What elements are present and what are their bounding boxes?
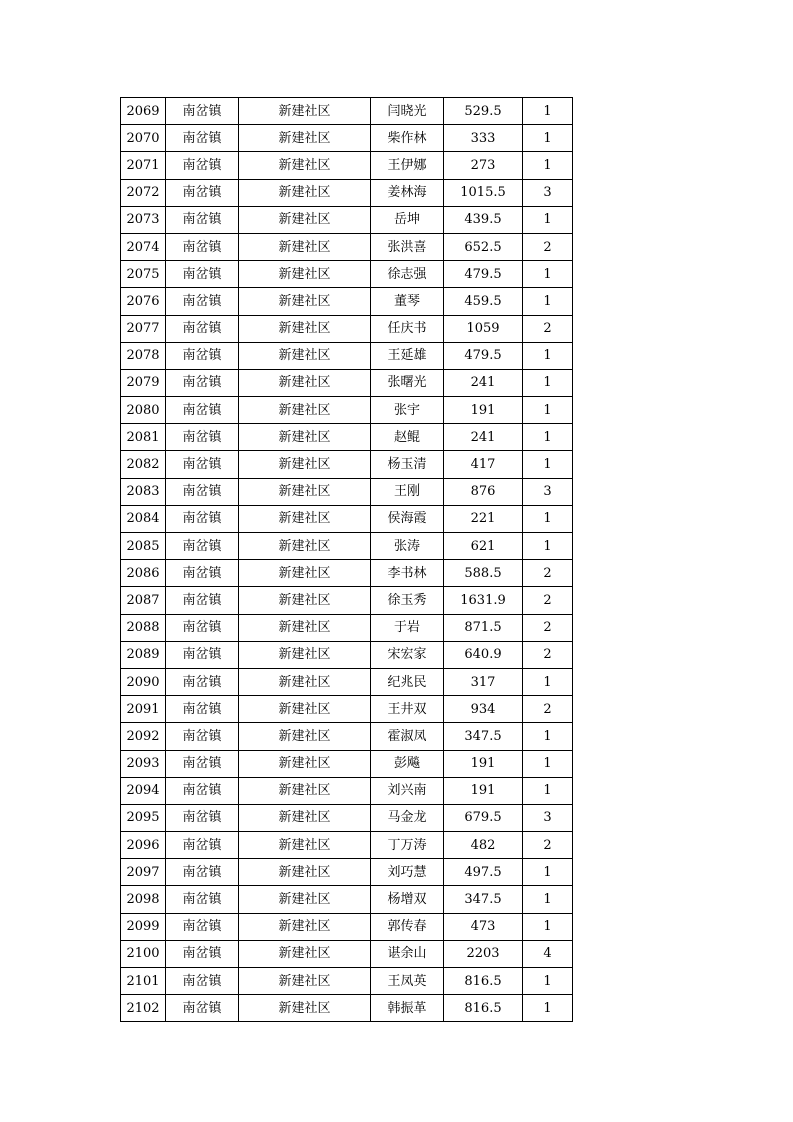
cell-amount: 1059	[444, 315, 523, 342]
cell-name: 杨增双	[371, 886, 444, 913]
cell-amount: 640.9	[444, 641, 523, 668]
cell-id: 2083	[121, 478, 166, 505]
cell-amount: 816.5	[444, 995, 523, 1022]
cell-amount: 347.5	[444, 886, 523, 913]
cell-count: 1	[523, 750, 573, 777]
cell-community: 新建社区	[239, 424, 371, 451]
cell-amount: 191	[444, 397, 523, 424]
cell-name: 彭飚	[371, 750, 444, 777]
cell-amount: 191	[444, 750, 523, 777]
cell-name: 徐志强	[371, 261, 444, 288]
cell-name: 王井双	[371, 696, 444, 723]
cell-community: 新建社区	[239, 832, 371, 859]
table-row	[121, 152, 573, 179]
cell-count: 3	[523, 179, 573, 206]
table-row	[121, 614, 573, 641]
cell-count: 2	[523, 560, 573, 587]
cell-id: 2101	[121, 968, 166, 995]
cell-amount: 273	[444, 152, 523, 179]
cell-town: 南岔镇	[166, 125, 239, 152]
cell-name: 丁万涛	[371, 832, 444, 859]
cell-id: 2076	[121, 288, 166, 315]
cell-id: 2091	[121, 696, 166, 723]
cell-community: 新建社区	[239, 940, 371, 967]
cell-amount: 529.5	[444, 98, 523, 125]
cell-id: 2099	[121, 913, 166, 940]
cell-community: 新建社区	[239, 342, 371, 369]
table-row	[121, 940, 573, 967]
cell-id: 2086	[121, 560, 166, 587]
cell-count: 3	[523, 804, 573, 831]
cell-count: 2	[523, 614, 573, 641]
cell-name: 闫晓光	[371, 98, 444, 125]
table-row	[121, 641, 573, 668]
cell-community: 新建社区	[239, 913, 371, 940]
cell-name: 李书林	[371, 560, 444, 587]
cell-count: 1	[523, 913, 573, 940]
table-row	[121, 832, 573, 859]
cell-community: 新建社区	[239, 560, 371, 587]
cell-town: 南岔镇	[166, 451, 239, 478]
cell-amount: 1015.5	[444, 179, 523, 206]
cell-community: 新建社区	[239, 723, 371, 750]
cell-name: 董琴	[371, 288, 444, 315]
table-row	[121, 125, 573, 152]
cell-town: 南岔镇	[166, 804, 239, 831]
cell-amount: 876	[444, 478, 523, 505]
cell-id: 2097	[121, 859, 166, 886]
cell-id: 2073	[121, 206, 166, 233]
cell-count: 1	[523, 723, 573, 750]
cell-id: 2094	[121, 777, 166, 804]
cell-amount: 871.5	[444, 614, 523, 641]
cell-town: 南岔镇	[166, 614, 239, 641]
table-row	[121, 750, 573, 777]
cell-name: 王伊娜	[371, 152, 444, 179]
cell-count: 2	[523, 832, 573, 859]
cell-name: 徐玉秀	[371, 587, 444, 614]
cell-town: 南岔镇	[166, 723, 239, 750]
cell-name: 韩振革	[371, 995, 444, 1022]
cell-count: 2	[523, 696, 573, 723]
table-row	[121, 668, 573, 695]
cell-count: 1	[523, 152, 573, 179]
cell-count: 1	[523, 533, 573, 560]
cell-community: 新建社区	[239, 125, 371, 152]
cell-id: 2078	[121, 342, 166, 369]
cell-id: 2096	[121, 832, 166, 859]
cell-count: 2	[523, 641, 573, 668]
cell-community: 新建社区	[239, 505, 371, 532]
table-row	[121, 451, 573, 478]
cell-count: 1	[523, 995, 573, 1022]
cell-name: 刘兴南	[371, 777, 444, 804]
cell-town: 南岔镇	[166, 505, 239, 532]
cell-count: 1	[523, 859, 573, 886]
cell-community: 新建社区	[239, 98, 371, 125]
cell-community: 新建社区	[239, 478, 371, 505]
cell-id: 2071	[121, 152, 166, 179]
cell-count: 1	[523, 505, 573, 532]
table-row	[121, 913, 573, 940]
cell-town: 南岔镇	[166, 886, 239, 913]
table-row	[121, 560, 573, 587]
cell-community: 新建社区	[239, 804, 371, 831]
cell-amount: 439.5	[444, 206, 523, 233]
cell-community: 新建社区	[239, 206, 371, 233]
data-table	[120, 97, 573, 1022]
cell-count: 2	[523, 315, 573, 342]
cell-count: 4	[523, 940, 573, 967]
cell-town: 南岔镇	[166, 98, 239, 125]
cell-count: 1	[523, 206, 573, 233]
table-row	[121, 968, 573, 995]
table-row	[121, 288, 573, 315]
cell-town: 南岔镇	[166, 696, 239, 723]
table-row	[121, 478, 573, 505]
cell-community: 新建社区	[239, 995, 371, 1022]
table-row	[121, 369, 573, 396]
table-row	[121, 859, 573, 886]
cell-town: 南岔镇	[166, 859, 239, 886]
cell-count: 1	[523, 668, 573, 695]
cell-amount: 459.5	[444, 288, 523, 315]
cell-community: 新建社区	[239, 533, 371, 560]
cell-amount: 652.5	[444, 233, 523, 260]
table-row	[121, 179, 573, 206]
cell-amount: 479.5	[444, 342, 523, 369]
cell-amount: 588.5	[444, 560, 523, 587]
cell-name: 赵鲲	[371, 424, 444, 451]
cell-id: 2102	[121, 995, 166, 1022]
cell-amount: 221	[444, 505, 523, 532]
cell-id: 2087	[121, 587, 166, 614]
cell-amount: 816.5	[444, 968, 523, 995]
cell-town: 南岔镇	[166, 750, 239, 777]
cell-id: 2082	[121, 451, 166, 478]
cell-count: 1	[523, 886, 573, 913]
table-row	[121, 261, 573, 288]
cell-town: 南岔镇	[166, 832, 239, 859]
table-body	[121, 98, 573, 1022]
cell-town: 南岔镇	[166, 233, 239, 260]
cell-town: 南岔镇	[166, 913, 239, 940]
cell-count: 1	[523, 968, 573, 995]
cell-id: 2088	[121, 614, 166, 641]
cell-name: 霍淑凤	[371, 723, 444, 750]
cell-community: 新建社区	[239, 668, 371, 695]
cell-amount: 1631.9	[444, 587, 523, 614]
cell-id: 2093	[121, 750, 166, 777]
cell-amount: 317	[444, 668, 523, 695]
cell-count: 2	[523, 587, 573, 614]
cell-name: 任庆书	[371, 315, 444, 342]
table-row	[121, 315, 573, 342]
cell-name: 王刚	[371, 478, 444, 505]
cell-count: 1	[523, 397, 573, 424]
cell-name: 张涛	[371, 533, 444, 560]
cell-count: 1	[523, 261, 573, 288]
cell-name: 刘巧慧	[371, 859, 444, 886]
cell-id: 2069	[121, 98, 166, 125]
cell-amount: 241	[444, 424, 523, 451]
cell-amount: 497.5	[444, 859, 523, 886]
cell-town: 南岔镇	[166, 968, 239, 995]
cell-town: 南岔镇	[166, 424, 239, 451]
table-row	[121, 804, 573, 831]
table-row	[121, 723, 573, 750]
cell-name: 王凤英	[371, 968, 444, 995]
cell-amount: 621	[444, 533, 523, 560]
cell-community: 新建社区	[239, 750, 371, 777]
table-row	[121, 533, 573, 560]
table-row	[121, 995, 573, 1022]
cell-id: 2084	[121, 505, 166, 532]
cell-count: 1	[523, 98, 573, 125]
cell-name: 宋宏家	[371, 641, 444, 668]
cell-town: 南岔镇	[166, 587, 239, 614]
cell-id: 2079	[121, 369, 166, 396]
cell-community: 新建社区	[239, 261, 371, 288]
cell-id: 2092	[121, 723, 166, 750]
cell-name: 张洪喜	[371, 233, 444, 260]
cell-id: 2075	[121, 261, 166, 288]
table-row	[121, 397, 573, 424]
cell-town: 南岔镇	[166, 560, 239, 587]
cell-id: 2098	[121, 886, 166, 913]
cell-town: 南岔镇	[166, 668, 239, 695]
cell-id: 2072	[121, 179, 166, 206]
cell-count: 2	[523, 233, 573, 260]
cell-name: 于岩	[371, 614, 444, 641]
cell-count: 1	[523, 777, 573, 804]
cell-town: 南岔镇	[166, 152, 239, 179]
cell-community: 新建社区	[239, 614, 371, 641]
cell-name: 侯海霞	[371, 505, 444, 532]
cell-name: 杨玉清	[371, 451, 444, 478]
cell-amount: 679.5	[444, 804, 523, 831]
cell-town: 南岔镇	[166, 261, 239, 288]
cell-amount: 417	[444, 451, 523, 478]
cell-amount: 333	[444, 125, 523, 152]
cell-amount: 479.5	[444, 261, 523, 288]
cell-name: 郭传春	[371, 913, 444, 940]
cell-community: 新建社区	[239, 369, 371, 396]
cell-count: 1	[523, 288, 573, 315]
cell-name: 张宇	[371, 397, 444, 424]
table-row	[121, 505, 573, 532]
cell-id: 2089	[121, 641, 166, 668]
cell-community: 新建社区	[239, 777, 371, 804]
cell-community: 新建社区	[239, 179, 371, 206]
cell-amount: 2203	[444, 940, 523, 967]
table-row	[121, 886, 573, 913]
cell-amount: 347.5	[444, 723, 523, 750]
cell-count: 1	[523, 369, 573, 396]
cell-town: 南岔镇	[166, 478, 239, 505]
cell-name: 王延雄	[371, 342, 444, 369]
cell-community: 新建社区	[239, 315, 371, 342]
cell-town: 南岔镇	[166, 641, 239, 668]
cell-amount: 934	[444, 696, 523, 723]
cell-community: 新建社区	[239, 233, 371, 260]
cell-name: 马金龙	[371, 804, 444, 831]
cell-town: 南岔镇	[166, 179, 239, 206]
cell-count: 1	[523, 424, 573, 451]
cell-town: 南岔镇	[166, 995, 239, 1022]
table-row	[121, 587, 573, 614]
cell-town: 南岔镇	[166, 777, 239, 804]
cell-id: 2095	[121, 804, 166, 831]
cell-community: 新建社区	[239, 451, 371, 478]
cell-name: 姜林海	[371, 179, 444, 206]
cell-id: 2077	[121, 315, 166, 342]
cell-town: 南岔镇	[166, 533, 239, 560]
cell-town: 南岔镇	[166, 342, 239, 369]
cell-town: 南岔镇	[166, 397, 239, 424]
cell-community: 新建社区	[239, 696, 371, 723]
cell-count: 1	[523, 125, 573, 152]
cell-amount: 241	[444, 369, 523, 396]
cell-count: 1	[523, 451, 573, 478]
cell-community: 新建社区	[239, 968, 371, 995]
cell-town: 南岔镇	[166, 315, 239, 342]
cell-town: 南岔镇	[166, 206, 239, 233]
cell-name: 岳坤	[371, 206, 444, 233]
cell-id: 2081	[121, 424, 166, 451]
cell-id: 2090	[121, 668, 166, 695]
table-row	[121, 424, 573, 451]
cell-community: 新建社区	[239, 152, 371, 179]
cell-name: 纪兆民	[371, 668, 444, 695]
cell-community: 新建社区	[239, 587, 371, 614]
table-row	[121, 98, 573, 125]
cell-id: 2074	[121, 233, 166, 260]
cell-community: 新建社区	[239, 886, 371, 913]
table-row	[121, 777, 573, 804]
table-row	[121, 342, 573, 369]
cell-amount: 473	[444, 913, 523, 940]
cell-id: 2100	[121, 940, 166, 967]
cell-name: 柴作林	[371, 125, 444, 152]
cell-community: 新建社区	[239, 641, 371, 668]
cell-count: 3	[523, 478, 573, 505]
cell-town: 南岔镇	[166, 369, 239, 396]
table-row	[121, 696, 573, 723]
cell-community: 新建社区	[239, 288, 371, 315]
cell-count: 1	[523, 342, 573, 369]
table-row	[121, 206, 573, 233]
cell-name: 谌余山	[371, 940, 444, 967]
cell-town: 南岔镇	[166, 940, 239, 967]
cell-amount: 482	[444, 832, 523, 859]
cell-amount: 191	[444, 777, 523, 804]
cell-id: 2080	[121, 397, 166, 424]
cell-town: 南岔镇	[166, 288, 239, 315]
cell-community: 新建社区	[239, 859, 371, 886]
cell-id: 2085	[121, 533, 166, 560]
cell-name: 张曙光	[371, 369, 444, 396]
cell-community: 新建社区	[239, 397, 371, 424]
cell-id: 2070	[121, 125, 166, 152]
table-row	[121, 233, 573, 260]
